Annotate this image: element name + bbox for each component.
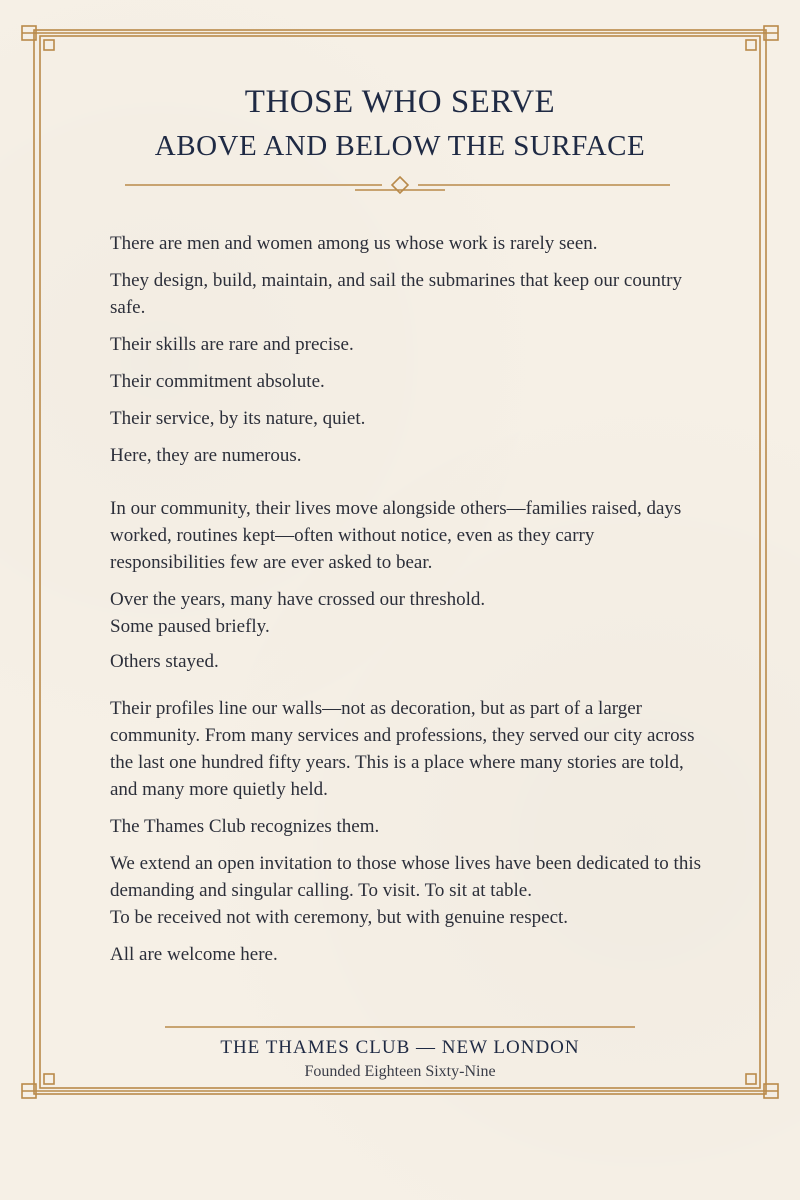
paragraph-8: Over the years, many have crossed our threshold.	[110, 589, 486, 610]
heading-line-1: THOSE WHO SERVE	[244, 84, 556, 120]
paragraph-13: We extend an open invitation to those whose lives have been dedicated to this demanding and singular calling. To visit. To sit at table.	[110, 853, 702, 901]
paragraph-5: Their service, by its nature, quiet.	[110, 408, 366, 429]
paragraph-15: All are welcome here.	[110, 944, 278, 965]
paragraph-2: They design, build, maintain, and sail the submarines that keep our country safe.	[110, 270, 682, 318]
club-name: THE THAMES CLUB — NEW LONDON	[220, 1037, 580, 1058]
paragraph-12: The Thames Club recognizes them.	[110, 816, 380, 837]
paragraph-6: Here, they are numerous.	[110, 445, 302, 466]
paragraph-7: In our community, their lives move alongside others—families raised, days worked, routines kept—often without notice, even as they carry responsibilities few are ever asked to bear.	[110, 498, 682, 573]
paragraph-3: Their skills are rare and precise.	[110, 334, 354, 355]
paragraph-4: Their commitment absolute.	[110, 371, 325, 392]
founded-line: Founded Eighteen Sixty-Nine	[304, 1063, 496, 1080]
paragraph-9: Some paused briefly.	[110, 616, 270, 637]
paragraph-1: There are men and women among us whose work is rarely seen.	[110, 233, 598, 254]
heading-line-2: ABOVE AND BELOW THE SURFACE	[154, 130, 646, 162]
paragraph-14: To be received not with ceremony, but with genuine respect.	[110, 907, 569, 928]
paragraph-10: Others stayed.	[110, 651, 219, 672]
paragraph-11: Their profiles line our walls—not as decoration, but as part of a larger community. From many services and professions, they served our city across the last one hundred fifty years. This is a place where many stories are told, and many more quietly held.	[110, 698, 695, 800]
letter-body	[110, 230, 710, 968]
